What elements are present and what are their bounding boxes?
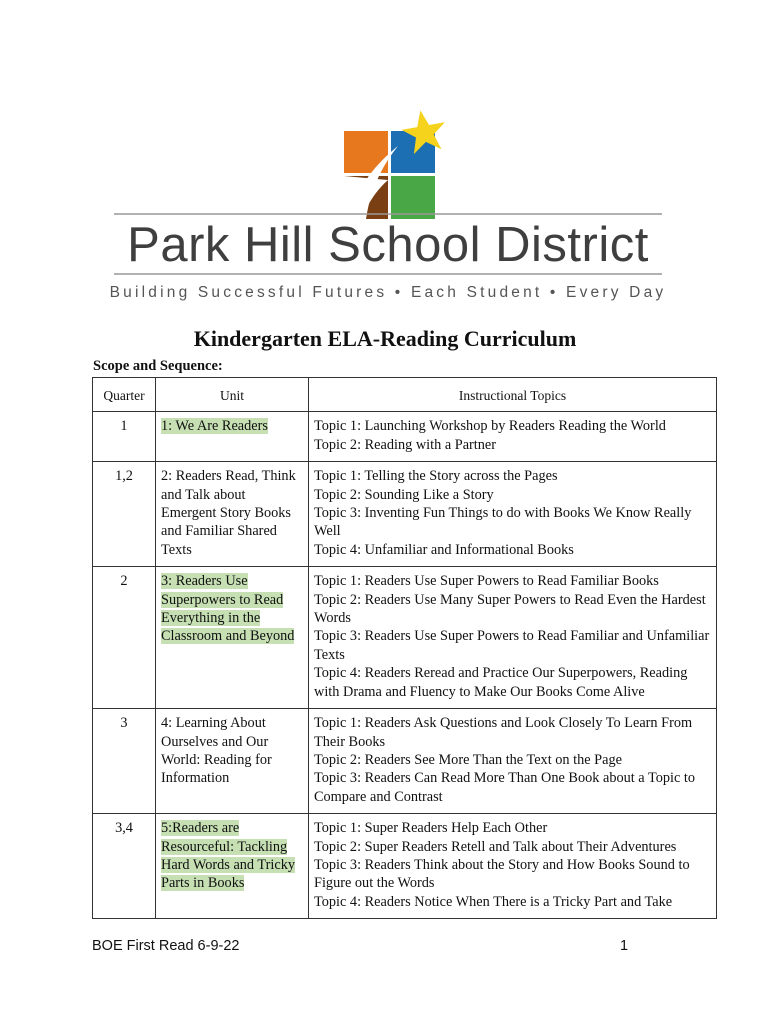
unit-cell	[156, 709, 309, 814]
curriculum-table	[92, 377, 717, 919]
topic-item: Topic 1: Super Readers Help Each Other	[314, 820, 548, 837]
topic-item: Topic 1: Readers Use Super Powers to Read Familiar Books	[314, 573, 659, 590]
unit-label: 4: Learning About Ourselves and Our World: Reading for Information	[161, 715, 272, 787]
quarter-cell: 3,4	[93, 814, 156, 919]
topic-item: Topic 3: Readers Think about the Story and How Books Sound to Figure out the Words	[314, 856, 690, 892]
topics-cell	[309, 462, 717, 567]
footer-revision: BOE First Read 6-9-22	[92, 938, 240, 954]
quarter-cell: 3	[93, 709, 156, 814]
topic-item: Topic 4: Readers Reread and Practice Our Superpowers, Reading with Drama and Fluency to Make Our Books Come Alive	[314, 665, 688, 700]
topic-item: Topic 2: Super Readers Retell and Talk about Their Adventures	[314, 838, 677, 855]
topic-item: Topic 2: Reading with a Partner	[314, 436, 497, 453]
topic-item: Topic 1: Readers Ask Questions and Look Closely To Learn From Their Books	[314, 715, 693, 750]
topic-item: Topic 2: Readers Use Many Super Powers to Read Even the Hardest Words	[314, 591, 706, 627]
district-name: Park Hill School District	[127, 218, 649, 272]
table-header-row	[93, 378, 717, 412]
topic-item: Topic 1: Telling the Story across the Pages	[314, 468, 558, 485]
district-tagline: Building Successful Futures • Each Student • Every Day	[109, 284, 667, 301]
unit-cell	[156, 462, 309, 567]
section-label: Scope and Sequence:	[93, 358, 223, 374]
table-row	[93, 814, 717, 919]
quarter-cell: 1	[93, 412, 156, 462]
document-title: Kindergarten ELA-Reading Curriculum	[193, 326, 577, 351]
topic-item: Topic 4: Unfamiliar and Informational Books	[314, 541, 574, 558]
table-row	[93, 709, 717, 814]
unit-label: 5:Readers are Resourceful: Tackling Hard Words and Tricky Parts in Books	[161, 820, 296, 892]
topic-item: Topic 4: Readers Notice When There is a Tricky Part and Take	[314, 893, 673, 910]
topic-item: Topic 3: Readers Use Super Powers to Read Familiar and Unfamiliar Texts	[314, 628, 710, 663]
logo-square-green	[391, 176, 435, 219]
header-quarter: Quarter	[93, 378, 156, 412]
topic-item: Topic 3: Inventing Fun Things to do with Books We Know Really Well	[314, 505, 692, 540]
unit-label: 2: Readers Read, Think and Talk about Emergent Story Books and Familiar Shared Texts	[161, 468, 296, 558]
topics-cell	[309, 814, 717, 919]
table-row	[93, 462, 717, 567]
unit-cell	[156, 412, 309, 462]
topic-item: Topic 1: Launching Workshop by Readers Reading the World	[314, 418, 666, 435]
table-row	[93, 567, 717, 709]
topics-cell	[309, 567, 717, 709]
quarter-cell: 2	[93, 567, 156, 709]
unit-label: 1: We Are Readers	[161, 418, 268, 435]
header-unit: Unit	[156, 378, 309, 412]
unit-cell	[156, 567, 309, 709]
header-topics: Instructional Topics	[309, 378, 717, 412]
page-number: 1	[620, 938, 629, 954]
unit-label: 3: Readers Use Superpowers to Read Everything in the Classroom and Beyond	[161, 573, 295, 645]
unit-cell	[156, 814, 309, 919]
topics-cell	[309, 412, 717, 462]
topic-item: Topic 2: Sounding Like a Story	[314, 486, 494, 503]
topics-cell	[309, 709, 717, 814]
table-row	[93, 412, 717, 462]
topic-item: Topic 2: Readers See More Than the Text on the Page	[314, 751, 622, 768]
quarter-cell: 1,2	[93, 462, 156, 567]
topic-item: Topic 3: Readers Can Read More Than One Book about a Topic to Compare and Contrast	[314, 770, 696, 805]
